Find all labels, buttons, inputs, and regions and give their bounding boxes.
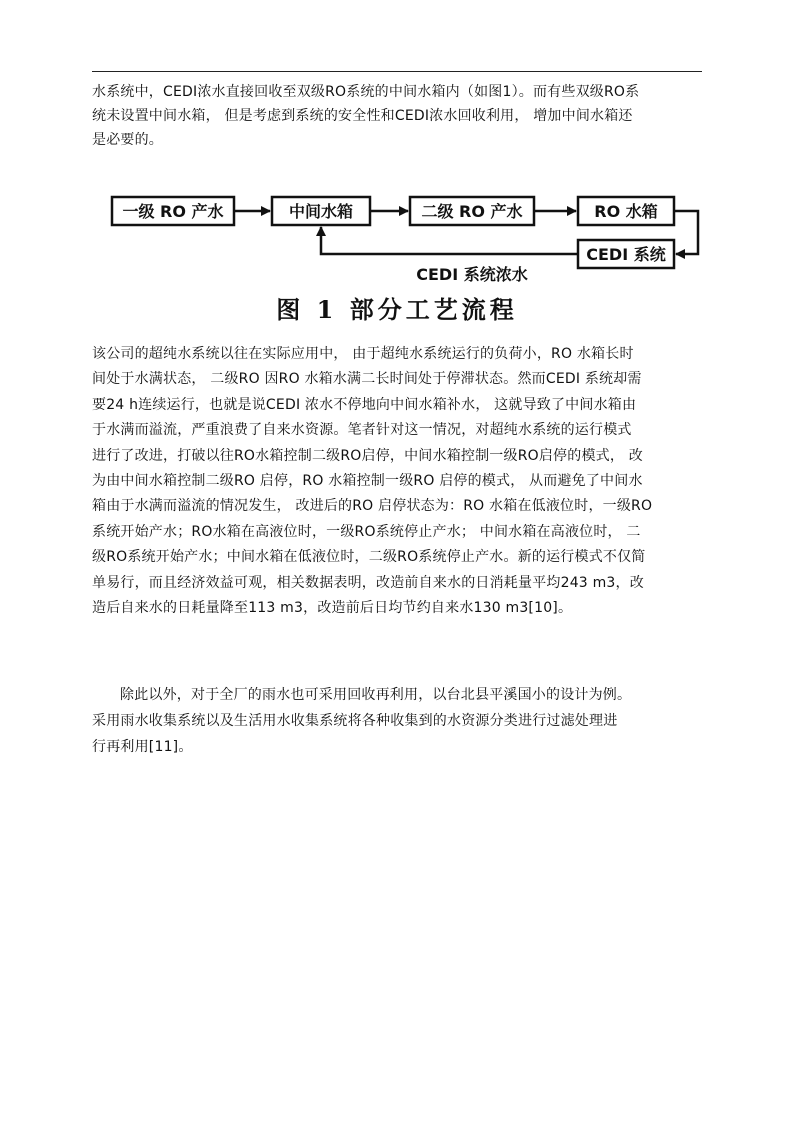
flow-box-secondary-ro-output xyxy=(410,197,534,225)
flow-box-cedi-system xyxy=(578,240,674,268)
text-line: 除此以外，对于全厂的雨水也可采用回收再利用，以台北县平溪国小的设计为例。 xyxy=(120,687,632,703)
text-line: 进行了改进，打破以往RO水箱控制二级RO启停，中间水箱控制一级RO启停的模式， 改 xyxy=(92,447,643,464)
text-line: 是必要的。 xyxy=(92,132,163,148)
text-line: 要24 h连续运行，也就是说CEDI 浓水不停地向中间水箱补水， 这就导致了中间水箱由 xyxy=(92,396,637,413)
flow-box-label: RO 水箱 xyxy=(594,202,658,221)
text-line: 统未设置中间水箱， 但是考虑到系统的安全性和CEDI浓水回收利用， 增加中间水箱还 xyxy=(92,108,633,124)
text-line: 单易行，而且经济效益可观，相关数据表明，改造前自来水的日消耗量平均243 m3，改 xyxy=(92,574,644,591)
text-line: 系统开始产水；RO水箱在高液位时，一级RO系统停止产水； 中间水箱在高液位时， 二 xyxy=(92,523,641,540)
paragraph-2 xyxy=(92,342,702,621)
flow-box-label: 一级 RO 产水 xyxy=(122,202,224,221)
text-line: 于水满而溢流，严重浪费了自来水资源。笔者针对这一情况，对超纯水系统的运行模式 xyxy=(92,422,632,439)
text-line: 造后自来水的日耗量降至113 m3，改造前后日均节约自来水130 m3[10]。 xyxy=(92,600,573,617)
text-line: 间处于水满状态， 二级RO 因RO 水箱水满二长时间处于停滞状态。然而CEDI 系统却需 xyxy=(92,371,642,388)
flow-box-intermediate-tank xyxy=(272,197,370,225)
feedback-arrow xyxy=(321,227,578,254)
paragraph-3 xyxy=(92,682,702,760)
flow-box-ro-tank xyxy=(578,197,674,225)
process-flow-diagram xyxy=(92,184,712,284)
text-line: 该公司的超纯水系统以往在实际应用中， 由于超纯水系统运行的负荷小，RO 水箱长时 xyxy=(92,346,634,362)
flow-box-label: CEDI 系统 xyxy=(586,245,666,264)
text-line: 级RO系统开始产水；中间水箱在低液位时，二级RO系统停止产水。新的运行模式不仅简 xyxy=(92,549,646,566)
paragraph-1 xyxy=(92,80,702,152)
flow-arrow xyxy=(674,211,698,254)
text-line: 行再利用[11]。 xyxy=(92,739,193,755)
text-line: 为由中间水箱控制二级RO 启停，RO 水箱控制一级RO 启停的模式， 从而避免了中间水 xyxy=(92,473,643,490)
feedback-label: CEDI 系统浓水 xyxy=(416,265,528,284)
flow-box-label: 二级 RO 产水 xyxy=(421,202,523,221)
text-line: 水系统中，CEDI浓水直接回收至双级RO系统的中间水箱内（如图1）。而有些双级RO系 xyxy=(92,84,640,100)
text-line: 采用雨水收集系统以及生活用水收集系统将各种收集到的水资源分类进行过滤处理进 xyxy=(92,713,618,729)
header-rule xyxy=(92,71,702,72)
flow-box-primary-ro-output xyxy=(112,197,234,225)
flow-box-label: 中间水箱 xyxy=(288,202,354,221)
figure-caption: 图 1 部分工艺流程 xyxy=(276,295,518,324)
text-line: 箱由于水满而溢流的情况发生， 改进后的RO 启停状态为：RO 水箱在低液位时，一级RO xyxy=(92,498,653,515)
